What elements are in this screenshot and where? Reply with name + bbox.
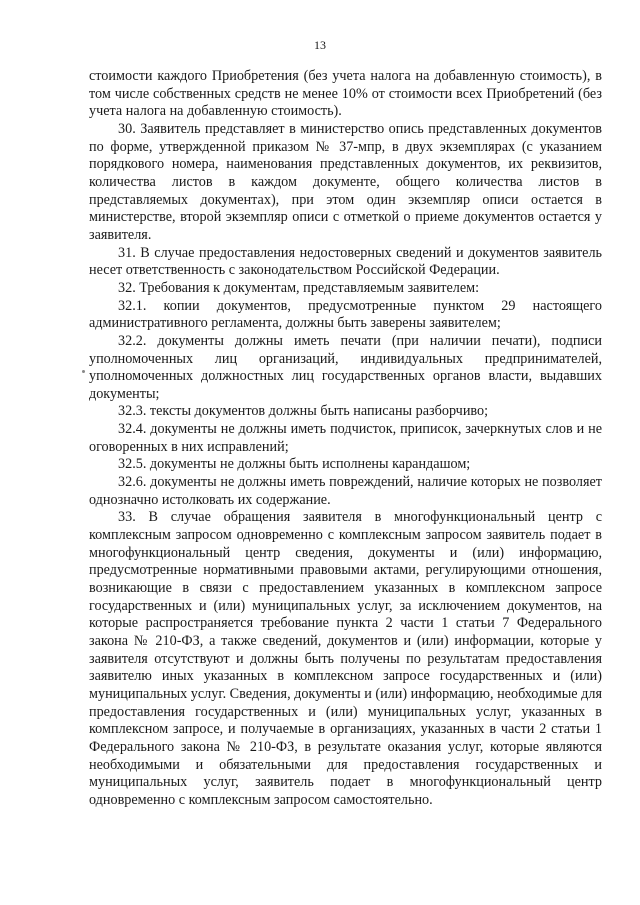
paragraph-33: 33. В случае обращения заявителя в многофункциональный центр с комплексным запросом одновременно с комплексным запросом заявитель подает в многофункциональный центр сведения, документы и (или) информацию, предусмотренные нормативными правовыми актами, регулирующими отношения, возникающие в связи с предоставлением указанных в комплексном запросе государственных и (или) муниципальных услуг, за исключением документов, на которые распространяется требование пункта 2 части 1 статьи 7 Федерального закона № 210-ФЗ, а также сведений, документов и (или) информации, которые у заявителя отсутствуют и должны быть получены по результатам предоставления заявителю иных указанных в комплексном запросе государственных и (или) муниципальных услуг. Сведения, документы и (или) информацию, необходимые для предоставления государственных и (или) муниципальных услуг, указанных в комплексном запросе, и получаемые в организациях, указанных в части 2 статьи 1 Федерального закона № 210-ФЗ, в результате оказания услуг, которые являются необходимыми и обязательными для предоставления государственных и муниципальных услуг, заявитель подает в многофункциональный центр одновременно с комплексным запросом самостоятельно. (89, 509, 602, 808)
paragraph-31: 31. В случае предоставления недостоверных сведений и документов заявитель несет ответственность с законодательством Российской Федерации. (89, 244, 602, 279)
paragraph-32-6: 32.6. документы не должны иметь повреждений, наличие которых не позволяет однозначно истолковать их содержание. (89, 474, 602, 508)
paragraph-continuation: стоимости каждого Приобретения (без учета налога на добавленную стоимость), в том числе собственных средств не менее 10% от стоимости всех Приобретений (без учета налога на добавленную стоимость). (89, 68, 602, 120)
document-body (89, 68, 602, 810)
page-number: 13 (314, 38, 326, 52)
paragraph-32-3: 32.3. тексты документов должны быть написаны разборчиво; (118, 403, 489, 420)
paragraph-32: 32. Требования к документам, представляемым заявителем: (118, 279, 480, 296)
paragraph-32-1: 32.1. копии документов, предусмотренные пунктом 29 настоящего административного регламента, должны быть заверены заявителем; (89, 297, 602, 332)
paragraph-32-2: 32.2. документы должны иметь печати (при наличии печати), подписи уполномоченных лиц организаций, индивидуальных предпринимателей, уполномоченных должностных лиц государственных органов власти, выдавших документы; (89, 332, 602, 402)
paragraph-30: 30. Заявитель представляет в министерство опись представленных документов по форме, утвержденной приказом № 37-мпр, в двух экземплярах (с указанием порядкового номера, наименования представленных документов, их реквизитов, количества листов в каждом документе, общего количества листов в представляемых документах), при этом один экземпляр описи остается в министерстве, второй экземпляр описи с отметкой о приеме документов остается у заявителя. (89, 120, 602, 243)
margin-dot-mark (82, 370, 85, 373)
paragraph-32-5: 32.5. документы не должны быть исполнены карандашом; (118, 456, 471, 473)
paragraph-32-4: 32.4. документы не должны иметь подчисток, приписок, зачеркнутых слов и не оговоренных в них исправлений; (89, 421, 602, 455)
